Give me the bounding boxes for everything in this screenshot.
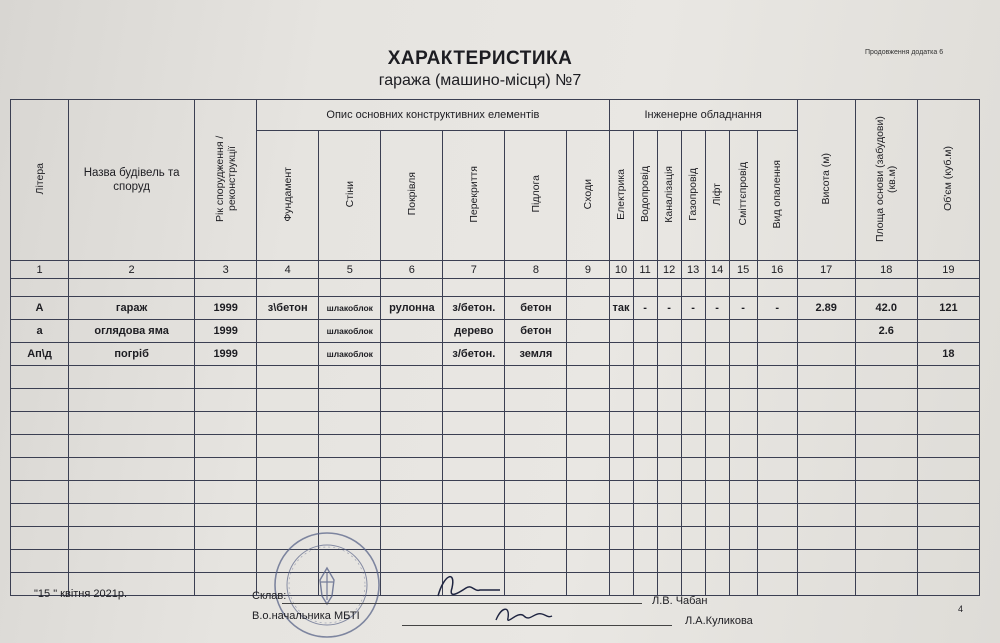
cell-height: 2.89 bbox=[797, 297, 855, 320]
cell-roof: рулонна bbox=[381, 297, 443, 320]
acting-head-label: В.о.начальника МБТІ bbox=[252, 610, 360, 622]
cell-foundation: з\бетон bbox=[257, 297, 319, 320]
cell-foundation bbox=[257, 343, 319, 366]
cell-stairs bbox=[567, 320, 609, 343]
table-row bbox=[11, 297, 980, 320]
column-number: 1 bbox=[11, 261, 69, 279]
column-number: 7 bbox=[443, 261, 505, 279]
official-seal-stamp bbox=[272, 530, 382, 640]
col-header-volume: Об'єм (куб.м) bbox=[917, 100, 979, 261]
col-header-litera: Літера bbox=[11, 100, 69, 261]
empty-row bbox=[11, 504, 980, 527]
cell-lift bbox=[705, 343, 729, 366]
column-number: 18 bbox=[855, 261, 917, 279]
cell-garbage bbox=[729, 320, 757, 343]
col-header-name: Назва будівель та споруд bbox=[69, 100, 195, 261]
cell-floors-over: з/бетон. bbox=[443, 297, 505, 320]
cell-volume bbox=[917, 320, 979, 343]
col-header-gas: Газопровід bbox=[681, 131, 705, 261]
cell-lift: - bbox=[705, 297, 729, 320]
cell-water: - bbox=[633, 297, 657, 320]
spacer-row bbox=[11, 279, 980, 297]
col-header-foundation: Фундамент bbox=[257, 131, 319, 261]
continuation-note: Продовження додатка 6 bbox=[865, 49, 944, 56]
cell-litera: А bbox=[11, 297, 69, 320]
cell-floors-over: дерево bbox=[443, 320, 505, 343]
group-header-engineering: Інженерне обладнання bbox=[609, 100, 797, 131]
cell-area bbox=[855, 343, 917, 366]
cell-floor: бетон bbox=[505, 320, 567, 343]
cell-gas bbox=[681, 320, 705, 343]
empty-row bbox=[11, 435, 980, 458]
column-number: 12 bbox=[657, 261, 681, 279]
column-number: 5 bbox=[319, 261, 381, 279]
signature-line bbox=[282, 603, 642, 604]
cell-gas bbox=[681, 343, 705, 366]
cell-stairs bbox=[567, 343, 609, 366]
cell-foundation bbox=[257, 320, 319, 343]
col-header-electric: Електрика bbox=[609, 131, 633, 261]
cell-heating bbox=[757, 343, 797, 366]
col-header-walls: Стіни bbox=[319, 131, 381, 261]
cell-gas: - bbox=[681, 297, 705, 320]
col-header-heating: Вид опалення bbox=[757, 131, 797, 261]
cell-walls: шлакоблок bbox=[319, 343, 381, 366]
column-number: 17 bbox=[797, 261, 855, 279]
col-header-area: Площа основи (забудови) (кв.м) bbox=[855, 100, 917, 261]
col-header-height: Висота (м) bbox=[797, 100, 855, 261]
characteristics-table bbox=[10, 99, 980, 596]
cell-floors-over: з/бетон. bbox=[443, 343, 505, 366]
col-header-floors-over: Перекриття bbox=[443, 131, 505, 261]
document-title: ХАРАКТЕРИСТИКА bbox=[387, 48, 573, 69]
table-row bbox=[11, 343, 980, 366]
column-number: 16 bbox=[757, 261, 797, 279]
document-date: "15 " квітня 2021р. bbox=[34, 588, 128, 600]
page-number: 4 bbox=[958, 604, 964, 614]
column-number: 19 bbox=[917, 261, 979, 279]
column-number: 2 bbox=[69, 261, 195, 279]
table-row bbox=[11, 320, 980, 343]
cell-walls: шлакоблок bbox=[319, 297, 381, 320]
col-header-year: Рік спорудження / реконструкції bbox=[195, 100, 257, 261]
col-header-garbage: Сміттєпровід bbox=[729, 131, 757, 261]
compiled-by-label: Склав: bbox=[252, 590, 287, 602]
empty-row bbox=[11, 389, 980, 412]
col-header-stairs: Сходи bbox=[567, 131, 609, 261]
cell-year: 1999 bbox=[195, 320, 257, 343]
cell-volume: 18 bbox=[917, 343, 979, 366]
empty-row bbox=[11, 412, 980, 435]
empty-row bbox=[11, 481, 980, 504]
cell-height bbox=[797, 343, 855, 366]
cell-electric bbox=[609, 320, 633, 343]
cell-area: 42.0 bbox=[855, 297, 917, 320]
cell-litera: а bbox=[11, 320, 69, 343]
cell-litera: Ап\д bbox=[11, 343, 69, 366]
column-number: 10 bbox=[609, 261, 633, 279]
cell-height bbox=[797, 320, 855, 343]
cell-area: 2.6 bbox=[855, 320, 917, 343]
cell-water bbox=[633, 320, 657, 343]
group-header-structure: Опис основних конструктивних елементів bbox=[257, 100, 609, 131]
cell-floor: бетон bbox=[505, 297, 567, 320]
cell-electric bbox=[609, 343, 633, 366]
header-row-groups bbox=[11, 100, 980, 131]
cell-walls: шлакоблок bbox=[319, 320, 381, 343]
cell-garbage: - bbox=[729, 297, 757, 320]
cell-year: 1999 bbox=[195, 297, 257, 320]
col-header-sewer: Каналізація bbox=[657, 131, 681, 261]
cell-stairs bbox=[567, 297, 609, 320]
cell-name: оглядова яма bbox=[69, 320, 195, 343]
col-header-water: Водопровід bbox=[633, 131, 657, 261]
cell-water bbox=[633, 343, 657, 366]
cell-name: гараж bbox=[69, 297, 195, 320]
cell-roof bbox=[381, 343, 443, 366]
col-header-floor: Підлога bbox=[505, 131, 567, 261]
cell-sewer bbox=[657, 320, 681, 343]
empty-row bbox=[11, 527, 980, 550]
column-number: 15 bbox=[729, 261, 757, 279]
column-number: 13 bbox=[681, 261, 705, 279]
cell-sewer bbox=[657, 343, 681, 366]
cell-electric: так bbox=[609, 297, 633, 320]
column-number: 8 bbox=[505, 261, 567, 279]
column-number: 11 bbox=[633, 261, 657, 279]
column-number: 4 bbox=[257, 261, 319, 279]
acting-head-name: Л.А.Куликова bbox=[685, 615, 753, 627]
column-number: 14 bbox=[705, 261, 729, 279]
column-number: 3 bbox=[195, 261, 257, 279]
empty-row bbox=[11, 366, 980, 389]
document-subtitle: гаража (машино-місця) №7 bbox=[378, 72, 582, 89]
cell-roof bbox=[381, 320, 443, 343]
cell-garbage bbox=[729, 343, 757, 366]
cell-sewer: - bbox=[657, 297, 681, 320]
col-header-lift: Ліфт bbox=[705, 131, 729, 261]
signature-line bbox=[402, 625, 672, 626]
cell-name: погріб bbox=[69, 343, 195, 366]
column-number: 9 bbox=[567, 261, 609, 279]
empty-row bbox=[11, 458, 980, 481]
cell-heating bbox=[757, 320, 797, 343]
cell-volume: 121 bbox=[917, 297, 979, 320]
compiled-by-name: Л.В. Чабан bbox=[652, 595, 708, 607]
cell-lift bbox=[705, 320, 729, 343]
col-header-roof: Покрівля bbox=[381, 131, 443, 261]
column-number-row bbox=[11, 261, 980, 279]
column-number: 6 bbox=[381, 261, 443, 279]
cell-year: 1999 bbox=[195, 343, 257, 366]
cell-heating: - bbox=[757, 297, 797, 320]
cell-floor: земля bbox=[505, 343, 567, 366]
